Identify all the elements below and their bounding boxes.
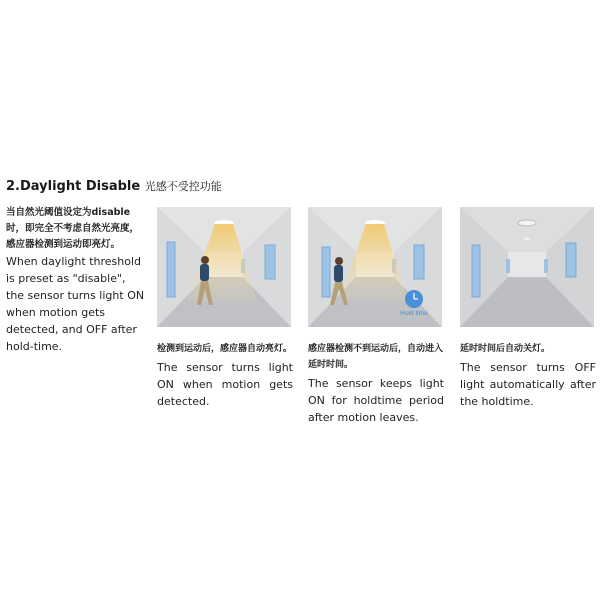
caption-en: The sensor turns light ON when motion gets detected.: [157, 361, 293, 408]
caption-cn: 感应器检测不到运动后，自动进入延时时间。: [308, 344, 444, 370]
caption-cn: 延时时间后自动关灯。: [460, 344, 551, 354]
hold-time-label: Hold time: [400, 310, 428, 317]
caption-en: The sensor keeps light ON for holdtime period after motion leaves.: [308, 377, 444, 424]
scene-hold-time-illustration: [308, 207, 442, 327]
scene-light-on-illustration: [157, 207, 291, 327]
scene-1-caption: [157, 341, 293, 410]
intro-text: [6, 205, 146, 355]
caption-en: The sensor turns OFF light automatically after the holdtime.: [460, 361, 596, 408]
caption-cn: 检测到运动后，感应器自动亮灯。: [157, 344, 293, 354]
corridor-holdtime-image: [308, 207, 442, 327]
intro-cn: 当自然光阈值设定为disable时，即完全不考虑自然光亮度，感应器检测到运动即亮灯。: [6, 207, 140, 250]
scene-3-caption: [460, 341, 596, 410]
section-title: [6, 178, 222, 194]
scene-2-caption: [308, 341, 444, 426]
section-title-en: 2.Daylight Disable: [6, 179, 141, 194]
intro-en: When daylight threshold is preset as "disable", the sensor turns light ON when motion gets detected, and OFF after hold-time.: [6, 255, 145, 353]
section-title-cn: 光感不受控功能: [144, 180, 222, 193]
scene-light-off-illustration: [460, 207, 594, 327]
corridor-dark-image: [460, 207, 594, 327]
corridor-lit-image: [157, 207, 291, 327]
clock-icon: [405, 290, 423, 308]
